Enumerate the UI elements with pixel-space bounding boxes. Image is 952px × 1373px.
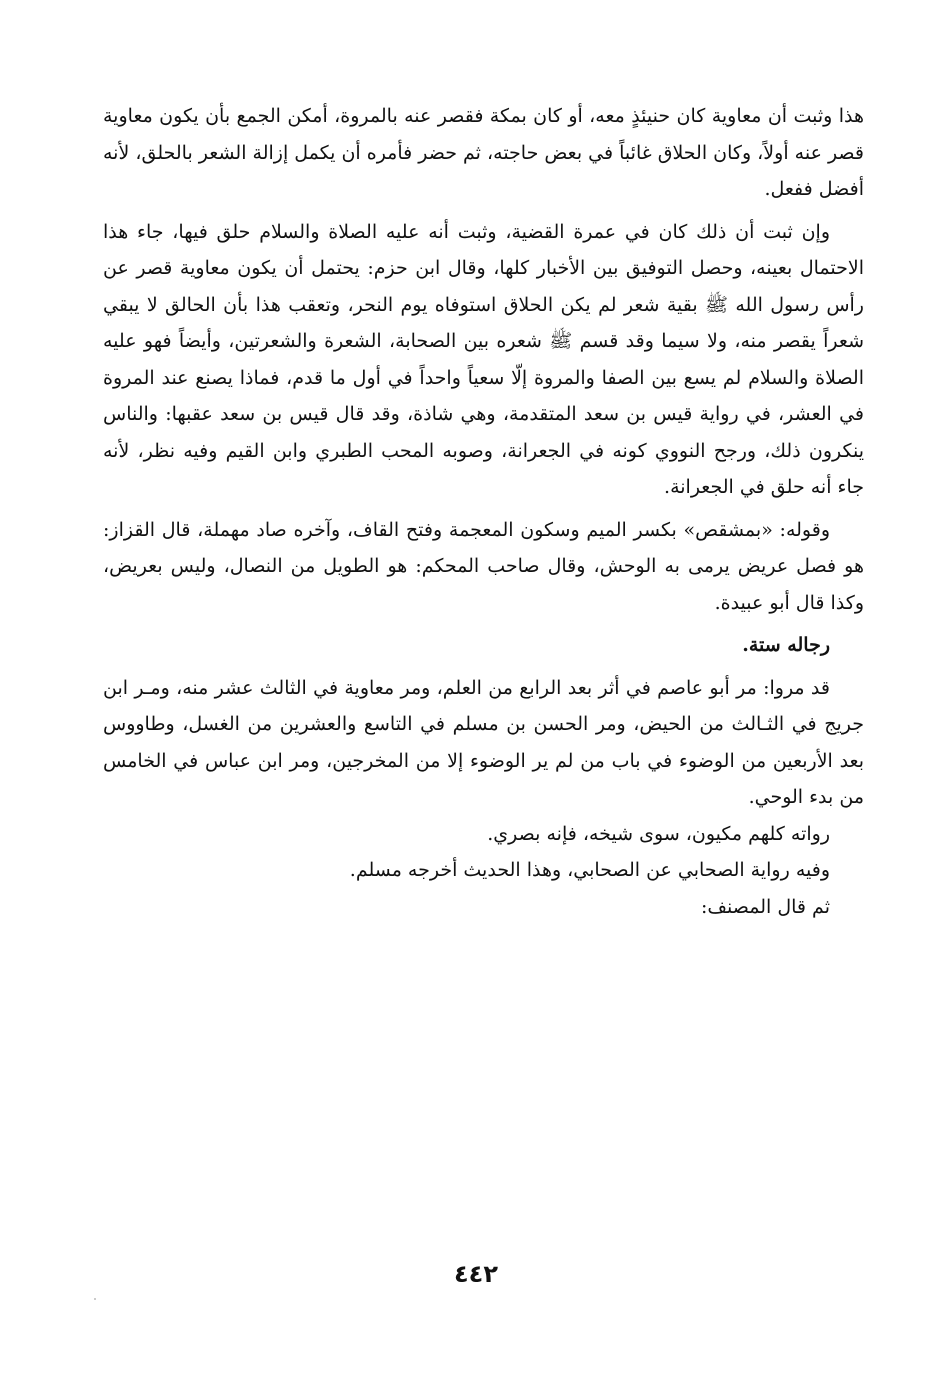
- page-number: ٤٤٢: [454, 1260, 498, 1288]
- paragraph-3: وقوله: «بمشقص» بكسر الميم وسكون المعجمة وفتح القاف، وآخره صاد مهملة، قال القزاز: هو فصل عريض يرمى به الوحش، وقال صاحب المحكم: هو الطويل من النصال، وليس بعريض، وكذا قال أبو عبيدة.: [103, 518, 864, 614]
- paragraph-2: وإن ثبت أن ذلك كان في عمرة القضية، وثبت أنه عليه الصلاة والسلام حلق فيها، جاء هذا الاحتمال بعينه، وحصل التوفيق بين الأخبار كلها، وقال ابن حزم: يحتمل أن يكون معاوية قصر عن رأس رسول الله ﷺ بقية شعر لم يكن الحلاق استوفاه يوم النحر، وتعقب هذا بأن الحالق لا يبقي شعراً يقصر منه، ولا سيما وقد قسم ﷺ شعره بين الصحابة، الشعرة والشعرتين، وأيضاً فهو عليه الصلاة والسلام لم يسع بين الصفا والمروة إلّا سعياً واحداً في أول ما قدم، فماذا يصنع عند المروة في العشر، في رواية قيس بن سعد المتقدمة، وهي شاذة، وقد قال قيس بن سعد عقبها: والناس ينكرون ذلك، ورجح النووي كونه في الجعرانة، وصوبه المحب الطبري وابن القيم وفيه نظر، لأنه جاء أنه حلق في الجعرانة.: [103, 220, 864, 498]
- body-text: [103, 98, 864, 925]
- paragraph-7: ثم قال المصنف:: [700, 895, 830, 918]
- paragraph-5: رواته كلهم مكيون، سوى شيخه، فإنه بصري.: [487, 822, 830, 845]
- scan-speck: [94, 1298, 96, 1300]
- section-heading: رجاله ستة.: [742, 634, 830, 656]
- paragraph-1: هذا وثبت أن معاوية كان حنيئذٍ معه، أو كان بمكة فقصر عنه بالمروة، أمكن الجمع بأن يكون معاوية قصر عنه أولاً، وكان الحلاق غائباً في بعض حاجته، ثم حضر فأمره أن يكمل إزالة الشعر بالحلق، لأنه أفضل ففعل.: [103, 105, 864, 200]
- paragraph-6: وفيه رواية الصحابي عن الصحابي، وهذا الحديث أخرجه مسلم.: [349, 859, 830, 881]
- paragraph-4: قد مروا: مر أبو عاصم في أثر بعد الرابع من العلم، ومر معاوية في الثالث عشر منه، ومـر ابن جريج في الثـالث من الحيض، ومر الحسن بن مسلم في التاسع والعشرين من الغسل، وطاووس بعد الأربعين من الوضوء في باب من لم ير الوضوء إلا من المخرجين، ومر ابن عباس في الخامس من بدء الوحي.: [103, 676, 864, 808]
